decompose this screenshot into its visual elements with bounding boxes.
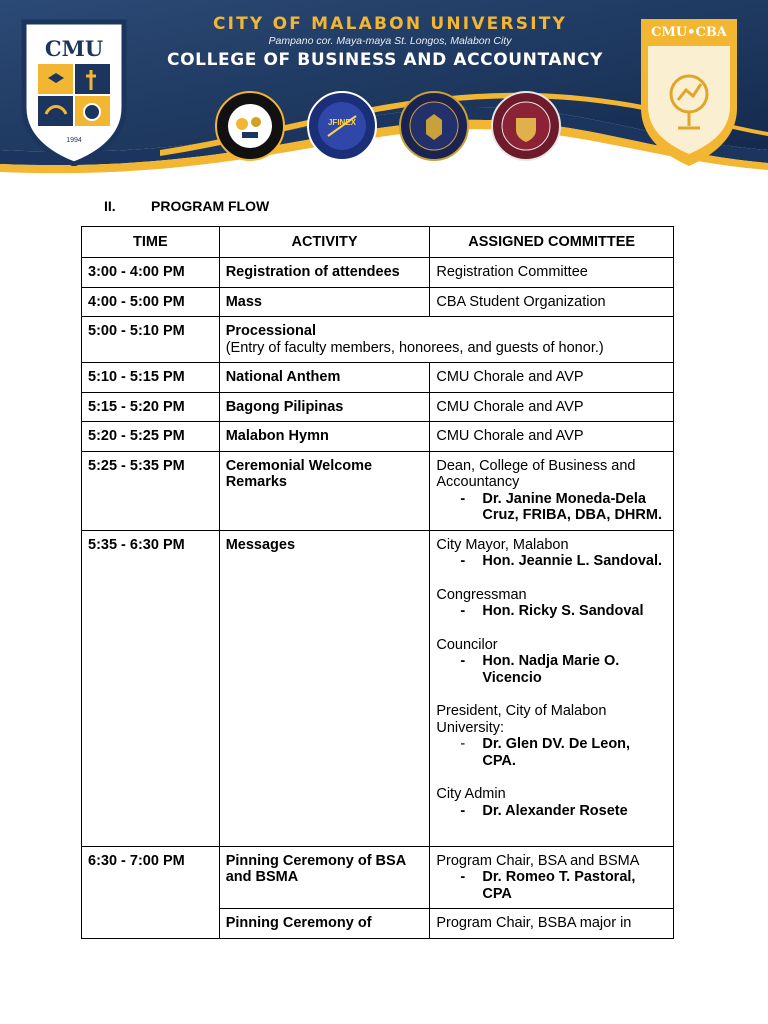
committee-person [436,653,667,686]
header-time: TIME [82,227,220,258]
business-admin-seal [398,90,470,162]
row-committee [430,451,674,530]
table-row [82,846,674,909]
row-activity: National Anthem [219,363,430,393]
row-time: 5:00 - 5:10 PM [82,317,220,363]
table-row [82,363,674,393]
dash-bullet: - [460,553,466,569]
row-time: 5:25 - 5:35 PM [82,451,220,530]
human-resource-seal [490,90,562,162]
committee-person [436,603,667,620]
human-resource-seal-icon [490,90,562,162]
row-committee: CMU Chorale and AVP [430,392,674,422]
committee-role: City Admin [436,786,506,802]
jpia-seal [214,90,286,162]
committee-person [436,553,667,570]
cmu-logo-year: 1994 [66,137,82,144]
row-time: 4:00 - 5:00 PM [82,287,220,317]
table-row [82,530,674,846]
person-name: Dr. Alexander Rosete [482,802,628,819]
row-time: 5:10 - 5:15 PM [82,363,220,393]
cba-logo-text: CMU•CBA [651,25,727,40]
university-name: CITY OF MALABON UNIVERSITY [212,14,568,34]
committee-person [436,736,667,769]
person-name: Dr. Janine Moneda-Dela Cruz, FRIBA, DBA, DHRM. [482,490,662,523]
row-activity: Pinning Ceremony of BSA and BSMA [219,846,430,909]
committee-person [436,491,667,524]
header-committee: ASSIGNED COMMITTEE [430,227,674,258]
committee-role: Councilor [436,636,498,653]
row-committee [430,846,674,909]
jpia-seal-icon [214,90,286,162]
dash-bullet: - [460,603,466,619]
section-number: II. [104,198,116,214]
person-name: Dr. Glen DV. De Leon, CPA. [482,736,631,769]
table-row [82,258,674,288]
university-address: Pampano cor. Maya-maya St. Longos, Malabon City [268,35,512,47]
activity-note: (Entry of faculty members, honorees, and guests of honor.) [225,339,604,356]
dash-bullet: - [460,736,466,752]
row-activity: Mass [219,287,430,317]
committee-role: President, City of Malabon University: [436,703,607,736]
row-activity [219,317,673,363]
row-time: 5:15 - 5:20 PM [82,392,220,422]
row-time-continued [82,909,220,939]
person-name: Hon. Ricky S. Sandoval [482,603,644,619]
program-flow-table [81,226,674,939]
row-activity: Registration of attendees [219,258,430,288]
row-activity: Bagong Pilipinas [219,392,430,422]
table-row [82,422,674,452]
dash-bullet: - [460,653,466,669]
cmu-logo [20,16,128,166]
table-row [82,317,674,363]
section-title: PROGRAM FLOW [151,198,270,214]
committee-person [436,869,667,902]
row-committee [430,530,674,846]
person-name: Dr. Romeo T. Pastoral, CPA [482,869,636,902]
row-time: 3:00 - 4:00 PM [82,258,220,288]
person-name: Hon. Jeannie L. Sandoval. [482,553,663,569]
table-row [82,451,674,530]
cmu-cba-logo [638,16,740,168]
table-row [82,909,674,939]
committee-role: City Mayor, Malabon [436,536,569,553]
committee-role: Congressman [436,586,527,603]
dash-bullet: - [460,490,466,507]
row-committee: CMU Chorale and AVP [430,363,674,393]
row-time: 6:30 - 7:00 PM [82,846,220,909]
committee-role: Program Chair, BSA and BSMA [436,852,640,869]
header-activity: ACTIVITY [219,227,430,258]
row-committee: Registration Committee [430,258,674,288]
table-row [82,392,674,422]
activity-title: Processional [225,323,316,339]
row-time: 5:35 - 6:30 PM [82,530,220,846]
jfinex-seal-text: JFINEX [327,118,356,127]
cmu-logo-text: CMU [44,36,104,61]
dash-bullet: - [460,869,466,885]
row-activity: Ceremonial Welcome Remarks [219,451,430,530]
header-banner [0,0,768,185]
committee-role: Dean, College of Business and Accountancy [436,457,636,490]
college-name: COLLEGE OF BUSINESS AND ACCOUNTANCY [167,50,603,70]
committee-person [436,803,667,820]
row-activity: Malabon Hymn [219,422,430,452]
row-time: 5:20 - 5:25 PM [82,422,220,452]
jfinex-seal [306,90,378,162]
row-committee: Program Chair, BSBA major in [430,909,674,939]
person-name: Hon. Nadja Marie O. Vicencio [482,653,620,686]
section-heading [104,198,269,214]
row-activity: Pinning Ceremony of [219,909,430,939]
business-admin-seal-icon [398,90,470,162]
table-header-row [82,227,674,258]
row-committee: CBA Student Organization [430,287,674,317]
table-row [82,287,674,317]
row-activity: Messages [219,530,430,846]
row-committee: CMU Chorale and AVP [430,422,674,452]
dash-bullet: - [460,802,466,819]
